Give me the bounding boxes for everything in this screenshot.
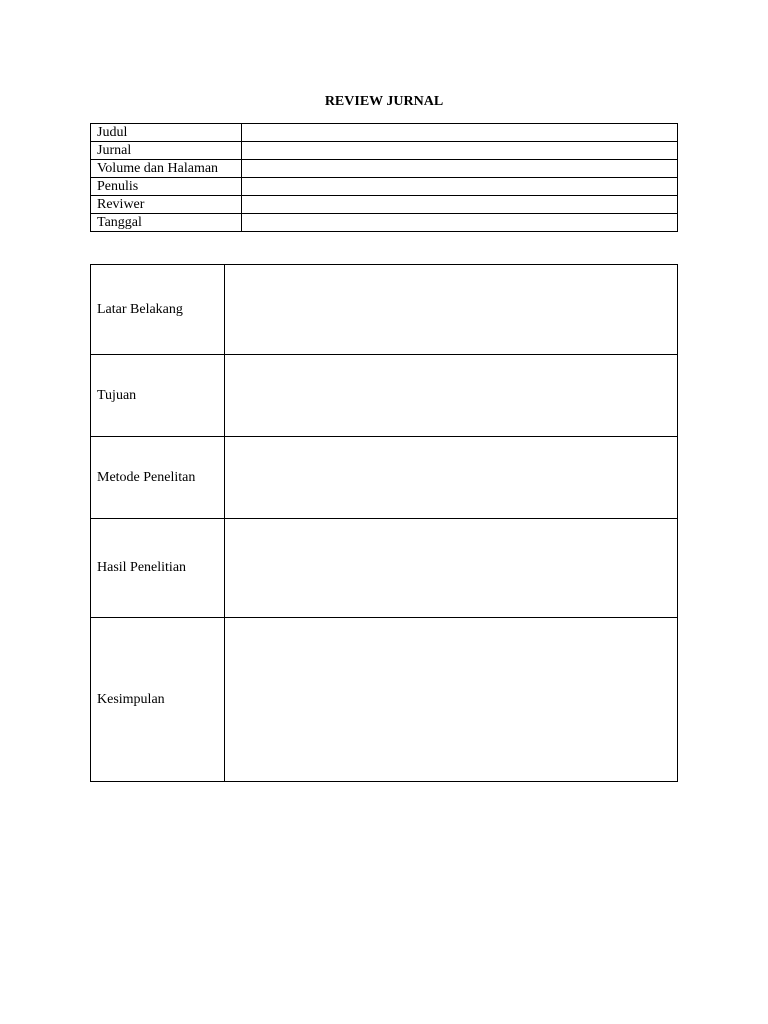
row-label-latar-belakang: Latar Belakang: [91, 265, 225, 355]
table-row: [91, 214, 678, 232]
table-row: [91, 124, 678, 142]
row-value-judul[interactable]: [242, 124, 678, 142]
table-row: [91, 196, 678, 214]
row-value-penulis[interactable]: [242, 178, 678, 196]
row-value-kesimpulan[interactable]: [225, 618, 678, 782]
table-row: [91, 265, 678, 355]
table-row: [91, 160, 678, 178]
row-value-tujuan[interactable]: [225, 355, 678, 437]
table-row: [91, 178, 678, 196]
table-row: [91, 142, 678, 160]
row-label-tujuan: Tujuan: [91, 355, 225, 437]
row-value-hasil[interactable]: [225, 519, 678, 618]
review-table: [90, 264, 678, 782]
row-label-kesimpulan: Kesimpulan: [91, 618, 225, 782]
row-label-hasil: Hasil Penelitian: [91, 519, 225, 618]
row-label-jurnal: Jurnal: [91, 142, 242, 160]
row-label-penulis: Penulis: [91, 178, 242, 196]
row-value-volume[interactable]: [242, 160, 678, 178]
journal-info-table: [90, 123, 678, 232]
table-row: [91, 618, 678, 782]
row-value-jurnal[interactable]: [242, 142, 678, 160]
row-value-latar-belakang[interactable]: [225, 265, 678, 355]
table-row: [91, 355, 678, 437]
row-value-reviwer[interactable]: [242, 196, 678, 214]
row-label-reviwer: Reviwer: [91, 196, 242, 214]
row-label-metode: Metode Penelitan: [91, 437, 225, 519]
row-value-metode[interactable]: [225, 437, 678, 519]
row-value-tanggal[interactable]: [242, 214, 678, 232]
table-row: [91, 437, 678, 519]
row-label-judul: Judul: [91, 124, 242, 142]
table-row: [91, 519, 678, 618]
row-label-volume: Volume dan Halaman: [91, 160, 242, 178]
row-label-tanggal: Tanggal: [91, 214, 242, 232]
document-title: REVIEW JURNAL: [324, 94, 444, 109]
